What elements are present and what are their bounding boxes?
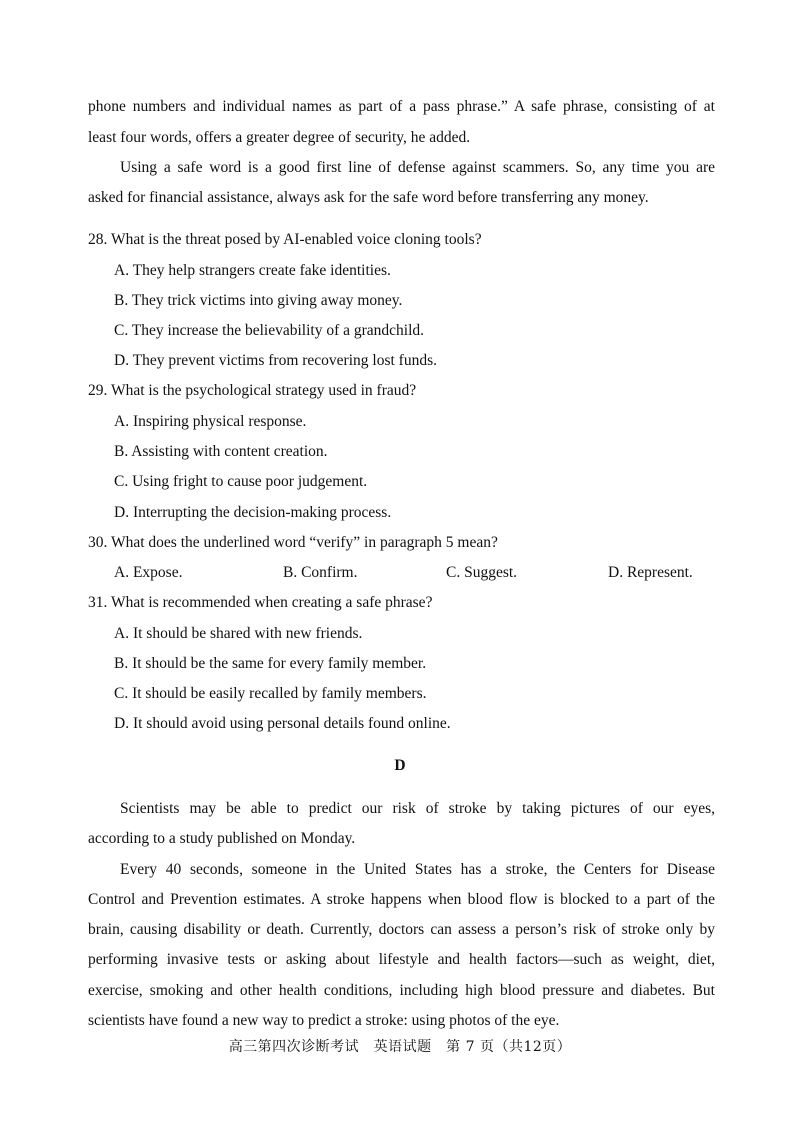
passage-c-line-1: phone numbers and individual names as part of a pass phrase.” A safe phrase, consisting of at xyxy=(88,98,715,115)
question-31-option-b: B. It should be the same for every family member. xyxy=(114,655,427,672)
question-30-option-b: B. Confirm. xyxy=(283,564,358,581)
section-d-paragraph-1-line-2: according to a study published on Monday. xyxy=(88,830,356,847)
question-30-option-a: A. Expose. xyxy=(114,564,183,581)
question-31-stem: 31. What is recommended when creating a safe phrase? xyxy=(88,594,433,611)
section-d-paragraph-2-line-1: Every 40 seconds, someone in the United States has a stroke, the Centers for Disease xyxy=(120,861,715,878)
question-29-option-a: A. Inspiring physical response. xyxy=(114,413,307,430)
section-d-paragraph-2-line-2: Control and Prevention estimates. A stroke happens when blood flow is blocked to a part of the xyxy=(88,891,715,908)
question-29-option-d: D. Interrupting the decision-making process. xyxy=(114,504,392,521)
question-31-option-c: C. It should be easily recalled by family members. xyxy=(114,685,427,702)
section-d-paragraph-1-line-1: Scientists may be able to predict our risk of stroke by taking pictures of our eyes, xyxy=(120,800,715,817)
question-28-option-b: B. They trick victims into giving away money. xyxy=(114,292,403,309)
section-d-paragraph-2-line-5: exercise, smoking and other health conditions, including high blood pressure and diabetes. But xyxy=(88,982,715,999)
question-31-option-d: D. It should avoid using personal details found online. xyxy=(114,715,451,732)
section-d-paragraph-2-line-6: scientists have found a new way to predict a stroke: using photos of the eye. xyxy=(88,1012,560,1029)
passage-c-line-2: least four words, offers a greater degree of security, he added. xyxy=(88,129,471,146)
section-d-heading: D xyxy=(394,757,406,774)
question-30-option-d: D. Represent. xyxy=(608,564,693,581)
question-30-option-c: C. Suggest. xyxy=(446,564,518,581)
question-29-stem: 29. What is the psychological strategy used in fraud? xyxy=(88,382,417,399)
question-28-stem: 28. What is the threat posed by AI-enabled voice cloning tools? xyxy=(88,231,482,248)
passage-c-line-4: asked for financial assistance, always ask for the safe word before transferring any money. xyxy=(88,189,649,206)
question-29-option-b: B. Assisting with content creation. xyxy=(114,443,328,460)
question-29-option-c: C. Using fright to cause poor judgement. xyxy=(114,473,368,490)
question-30-stem: 30. What does the underlined word “verify” in paragraph 5 mean? xyxy=(88,534,498,551)
section-d-paragraph-2-line-4: performing invasive tests or asking about lifestyle and health factors—such as weight, diet, xyxy=(88,951,715,968)
section-d-paragraph-2-line-3: brain, causing disability or death. Currently, doctors can assess a person’s risk of stroke only by xyxy=(88,921,715,938)
question-28-option-c: C. They increase the believability of a grandchild. xyxy=(114,322,425,339)
passage-c-line-3: Using a safe word is a good first line of defense against scammers. So, any time you are xyxy=(120,159,715,176)
question-30-options-row xyxy=(114,563,714,583)
question-28-option-d: D. They prevent victims from recovering lost funds. xyxy=(114,352,437,369)
question-28-option-a: A. They help strangers create fake identities. xyxy=(114,262,391,279)
page-footer: 高三第四次诊断考试 英语试题 第 7 页（共12页） xyxy=(228,1039,572,1055)
question-31-option-a: A. It should be shared with new friends. xyxy=(114,625,363,642)
